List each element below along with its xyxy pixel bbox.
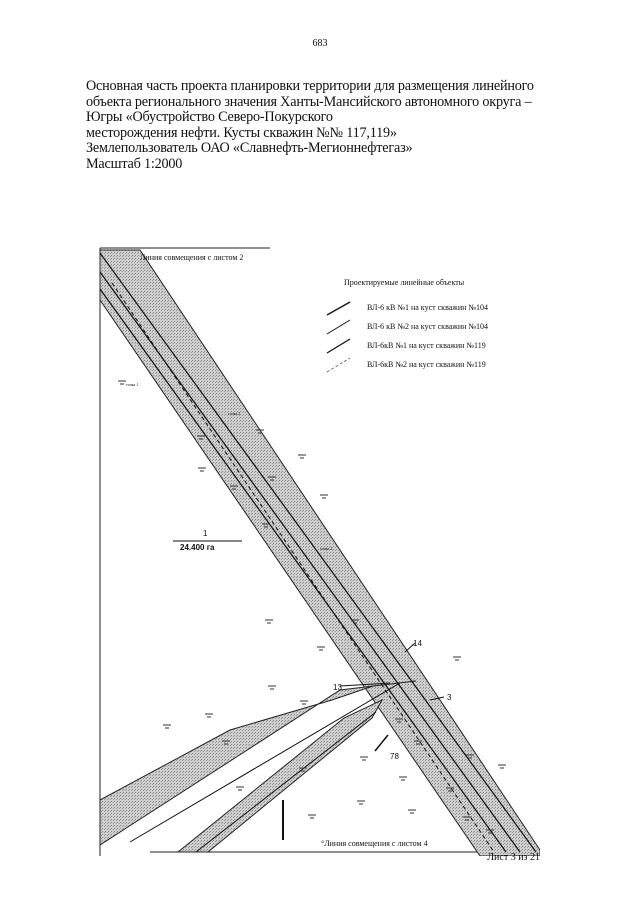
- legend-title: Проектируемые линейные объекты: [344, 278, 465, 287]
- point-label-3: 3: [447, 693, 452, 702]
- legend-item: ВЛ-6 кВ №2 на куст скважин №104: [367, 322, 489, 331]
- point-label-78: 78: [390, 752, 399, 761]
- page-number: 683: [312, 38, 328, 49]
- legend-symbol-104-1: [327, 302, 350, 315]
- legend-symbol-119-1: [327, 339, 350, 353]
- legend-item: ВЛ-6кВ №2 на куст скважин №119: [367, 360, 486, 369]
- area-number: 1: [203, 529, 208, 538]
- point-label-14: 14: [413, 639, 422, 648]
- title-line: Основная часть проекта планировки территории для размещения линейного: [86, 78, 534, 94]
- legend: [327, 278, 488, 372]
- small-label: точка 1: [126, 382, 139, 387]
- match-line-bottom-label: °Линия совмещения с листом 4: [321, 839, 428, 848]
- legend-item: ВЛ-6кВ №1 на куст скважин №119: [367, 341, 486, 350]
- landowner-line: Землепользователь ОАО «Славнефть-Мегионнефтегаз»: [86, 140, 413, 156]
- sheet-number: Лист 3 из 21: [487, 852, 540, 863]
- small-label: точка 2: [320, 546, 333, 551]
- scale-line: Масштаб 1:2000: [86, 155, 183, 172]
- branch-line: [196, 712, 376, 852]
- match-line-top-label: Линия совмещения с листом 2: [140, 253, 244, 262]
- connector-line: [375, 735, 388, 751]
- small-label: точка 2: [228, 411, 241, 416]
- legend-symbol-119-2: [327, 358, 350, 372]
- branch-corridor: [100, 681, 416, 845]
- legend-item: ВЛ-6 кВ №1 на куст скважин №104: [367, 303, 489, 312]
- title-line: месторождения нефти. Кусты скважин №№ 117,119»: [86, 124, 397, 141]
- area-value: 24.400 га: [180, 543, 215, 552]
- title-line: Югры «Обустройство Северо-Покурского: [86, 109, 333, 125]
- title-line: объекта регионального значения Ханты-Мансийского автономного округа –: [86, 93, 532, 110]
- legend-symbol-104-2: [327, 320, 350, 334]
- point-label-13: 13: [333, 683, 342, 692]
